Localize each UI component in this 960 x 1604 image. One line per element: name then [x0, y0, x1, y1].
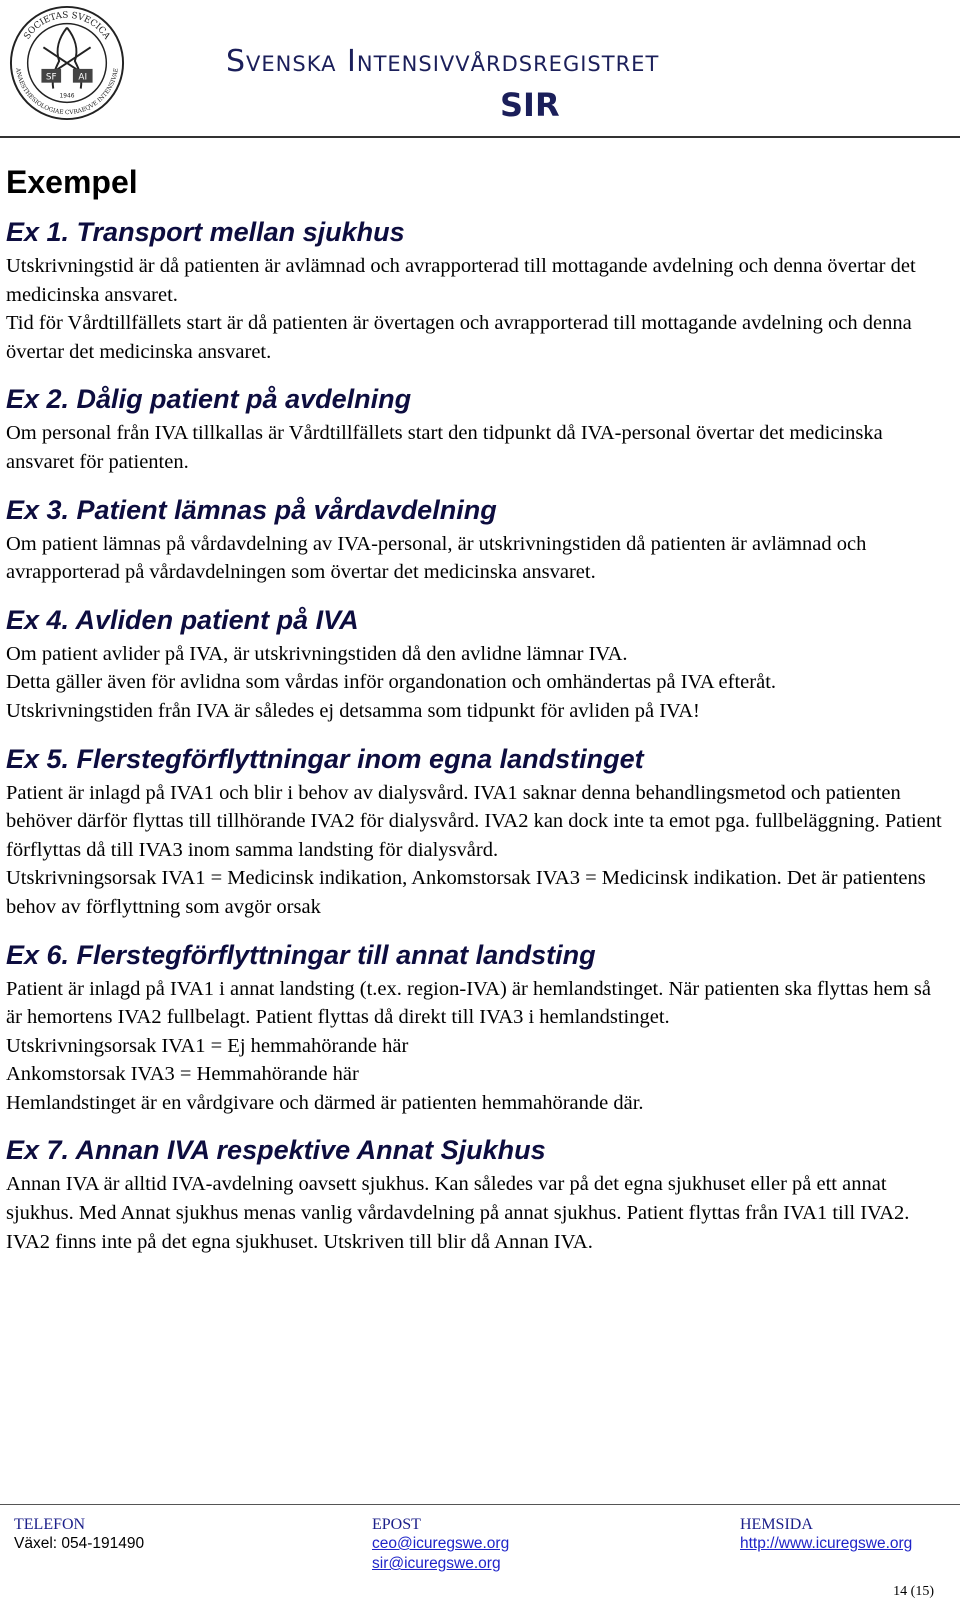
email-label: EPOST — [372, 1516, 421, 1533]
page-number: 14 (15) — [893, 1584, 934, 1599]
example-heading: Ex 1. Transport mellan sjukhus — [6, 217, 405, 247]
document-body — [6, 150, 950, 1274]
organization-abbreviation: SIR — [500, 86, 560, 124]
website-label: HEMSIDA — [740, 1516, 813, 1533]
example-heading: Ex 2. Dålig patient på avdelning — [6, 384, 412, 415]
example-paragraph: Ankomstorsak IVA3 = Hemmahörande här — [6, 1063, 359, 1086]
example-section-5 — [6, 744, 950, 922]
footer-divider — [0, 1504, 960, 1505]
footer-phone — [14, 1516, 144, 1554]
example-section-2 — [6, 384, 950, 476]
footer-email — [372, 1516, 509, 1574]
svg-text:SF: SF — [45, 72, 57, 83]
example-paragraph: Om patient avlider på IVA, är utskrivningstiden då den avlidne lämnar IVA. — [6, 642, 628, 665]
page-footer — [0, 1506, 960, 1604]
svg-text:AI: AI — [78, 72, 88, 83]
example-heading: Ex 3. Patient lämnas på vårdavdelning — [6, 494, 497, 525]
organization-name: Svenska Intensivvårdsregistret — [226, 44, 660, 79]
example-section-4 — [6, 605, 950, 726]
example-paragraph: Om personal från IVA tillkallas är Vårdtillfällets start den tidpunkt då IVA-personal övertar det medicinska ansvaret för patienten. — [6, 422, 883, 473]
example-paragraph: Patient är inlagd på IVA1 och blir i behov av dialysvård. IVA1 saknar denna behandlingsmetod och patienten behöver därför flyttas till tillhörande IVA2 för dialysvård. IVA2 kan dock inte ta emot pga. fullbeläggning. Patient förflyttas då till IVA3 inom samma landsting för dialysvård. — [6, 781, 942, 861]
example-paragraph: Utskrivningsorsak IVA1 = Medicinsk indikation, Ankomstorsak IVA3 = Medicinsk indikation. Det är patientens behov av förflyttning som avgör orsak — [6, 867, 926, 918]
phone-value: Växel: 054-191490 — [14, 1535, 145, 1552]
example-paragraph: Om patient lämnas på vårdavdelning av IVA-personal, är utskrivningstiden då patienten är avlämnad och avrapporterad på vårdavdelningen som övertar det medicinska ansvaret. — [6, 532, 867, 584]
svg-text:ANAESTHESIOLOGIAE CVRAEQVE INT: ANAESTHESIOLOGIAE CVRAEQVE INTENSIVAE — [14, 67, 120, 117]
example-paragraph: Annan IVA är alltid IVA-avdelning oavsett sjukhus. Kan således var på det egna sjukhuset eller på ett annat sjukhus. Med Annat sjukhus menas vanlig vårdavdelning på annat sjukhus. Patient flyttas från IVA1 till IVA2. IVA2 finns inte på det egna sjukhuset. Utskriven till blir då Annan IVA. — [6, 1173, 910, 1253]
phone-label: TELEFON — [14, 1516, 86, 1533]
example-heading: Ex 4. Avliden patient på IVA — [6, 604, 359, 635]
example-heading: Ex 5. Flerstegförflyttningar inom egna landstinget — [6, 743, 644, 774]
email-link-ceo[interactable]: ceo@icuregswe.org — [372, 1535, 510, 1552]
footer-website — [740, 1516, 912, 1554]
example-paragraph: Utskrivningstid är då patienten är avlämnad och avrapporterad till mottagande avdelning och denna övertar det medicinska ansvaret. — [6, 255, 916, 306]
example-section-6 — [6, 940, 950, 1118]
example-section-1 — [6, 217, 950, 366]
example-paragraph: Hemlandstinget är en vårdgivare och därmed är patienten hemmahörande där. — [6, 1091, 644, 1114]
example-paragraph: Patient är inlagd på IVA1 i annat landsting (t.ex. region-IVA) är hemlandstinget. När patienten ska flyttas hem så är hemortens IVA2 fullbelagt. Patient flyttas då direkt till IVA3 i hemlandstinget. — [6, 977, 931, 1029]
example-section-3 — [6, 495, 950, 587]
example-paragraph: Tid för Vårdtillfällets start är då patienten är övertagen och avrapporterad till mottagande avdelning och denna övertar det medicinska ansvaret. — [6, 312, 912, 363]
example-heading: Ex 6. Flerstegförflyttningar till annat landsting — [6, 939, 596, 970]
svg-text:1946: 1946 — [59, 93, 75, 100]
example-paragraph: Utskrivningsorsak IVA1 = Ej hemmahörande här — [6, 1034, 409, 1057]
svg-text:SOCIETAS SVECICA: SOCIETAS SVECICA — [22, 10, 112, 42]
header-divider — [0, 136, 960, 138]
example-paragraph: Detta gäller även för avlidna som vårdas inför organdonation och omhändertas på IVA efteråt. — [6, 671, 777, 694]
page-header — [0, 0, 960, 140]
page-title: Exempel — [6, 164, 138, 200]
website-link[interactable]: http://www.icuregswe.org — [740, 1535, 913, 1552]
email-link-sir[interactable]: sir@icuregswe.org — [372, 1555, 501, 1572]
example-heading: Ex 7. Annan IVA respektive Annat Sjukhus — [6, 1135, 546, 1166]
example-paragraph: Utskrivningstiden från IVA är således ej detsamma som tidpunkt för avliden på IVA! — [6, 699, 700, 722]
society-seal-logo — [8, 4, 126, 122]
example-section-7 — [6, 1135, 950, 1256]
